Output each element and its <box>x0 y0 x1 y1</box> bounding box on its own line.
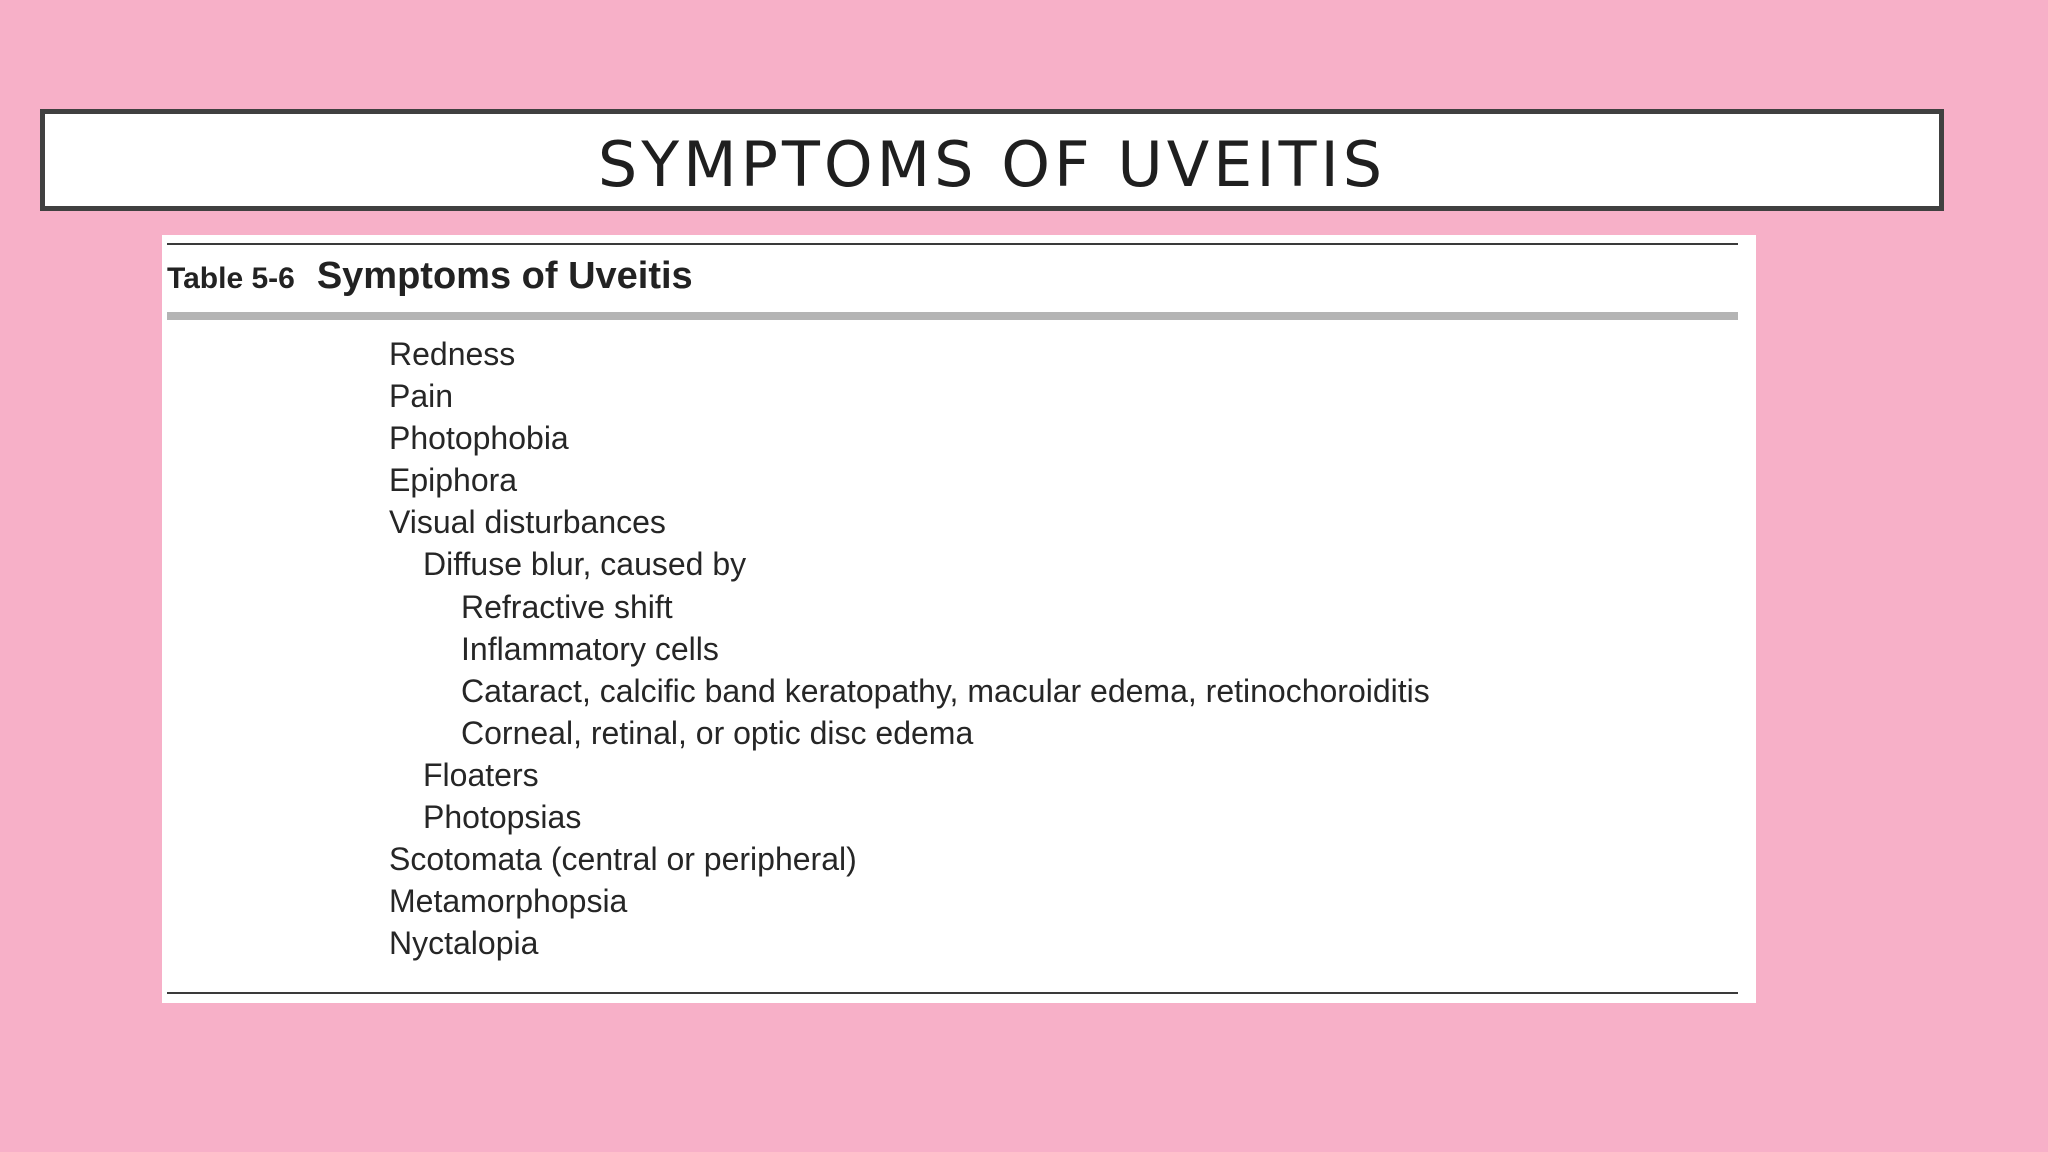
list-item: Nyctalopia <box>389 925 539 962</box>
table-bottom-rule <box>167 992 1738 994</box>
slide-title: SYMPTOMS OF UVEITIS <box>597 127 1387 201</box>
list-item: Visual disturbances <box>389 504 666 541</box>
symptom-list <box>389 333 1430 964</box>
table-figure <box>162 235 1756 1003</box>
list-item: Diffuse blur, caused by <box>423 546 747 583</box>
list-item: Redness <box>389 336 516 372</box>
list-item: Photopsias <box>423 799 582 836</box>
table-header-rule <box>167 312 1738 320</box>
list-item: Epiphora <box>389 462 518 499</box>
list-item: Floaters <box>423 756 539 793</box>
list-item: Corneal, retinal, or optic disc edema <box>461 714 974 751</box>
table-top-rule <box>167 243 1738 245</box>
table-number: Table 5-6 <box>167 262 295 295</box>
list-item: Cataract, calcific band keratopathy, macular edema, retinochoroiditis <box>461 672 1430 709</box>
list-item: Metamorphopsia <box>389 883 628 920</box>
list-item: Pain <box>389 378 454 415</box>
list-item: Photophobia <box>389 420 569 457</box>
table-title: Symptoms of Uveitis <box>316 255 693 297</box>
table-heading <box>167 255 693 298</box>
list-item: Refractive shift <box>461 588 673 625</box>
list-item: Inflammatory cells <box>461 630 719 667</box>
slide-title-box <box>40 109 1944 211</box>
list-item: Scotomata (central or peripheral) <box>389 841 857 878</box>
